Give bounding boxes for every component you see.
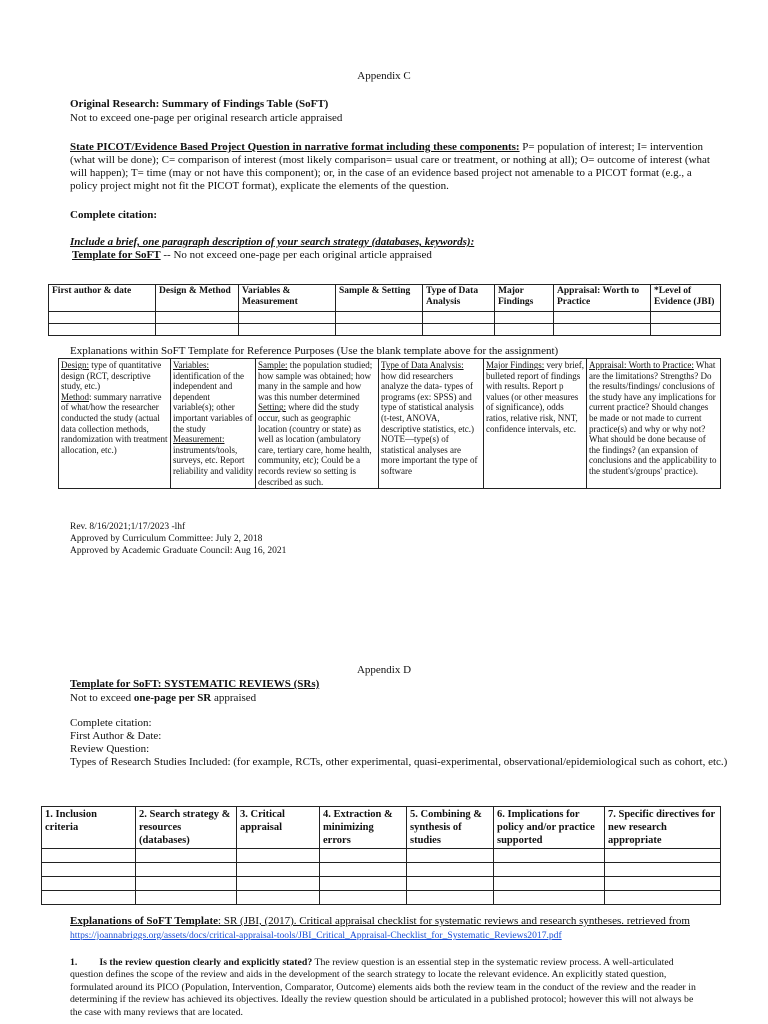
sr-subtitle-post: appraised (211, 692, 257, 704)
table-row (42, 863, 721, 877)
table-cell[interactable] (156, 312, 239, 324)
table-cell[interactable] (320, 891, 407, 905)
jbi-checklist-link-row (70, 930, 562, 942)
table-cell[interactable] (423, 312, 495, 324)
explanations-table (58, 358, 721, 489)
template-line (72, 249, 432, 262)
soft-header-row (49, 285, 721, 312)
picot-text: P= population of interest; I= intervention (what will be done); C= comparison of interest (most likely comparison= usual care or treatment, or nothing at all); O= outcome of interest (what will happen); T= time (may or not have this component); or, in the case of an evidence based project not amenable to a PICOT format (e.g., a policy project might not fit the PICOT format), explicate the elements of the question. (70, 141, 710, 192)
table-cell[interactable] (605, 891, 721, 905)
sr-header-cell: 4. Extraction & minimizing errors (320, 807, 407, 849)
table-cell[interactable] (136, 863, 237, 877)
table-row (42, 849, 721, 863)
explanation-variables (171, 359, 256, 489)
citation-label: Complete citation: (70, 209, 158, 221)
table-cell[interactable] (136, 849, 237, 863)
explanation-sample-setting (256, 359, 379, 489)
sr-header-cell: 5. Combining & synthesis of studies (407, 807, 494, 849)
explanation-findings (484, 359, 587, 489)
table-cell[interactable] (495, 324, 554, 336)
table-cell[interactable] (42, 891, 136, 905)
table-cell[interactable] (136, 891, 237, 905)
sr-template-table (41, 806, 721, 905)
sr-header-cell: 7. Specific directives for new research appropriate (605, 807, 721, 849)
approval-curriculum: Approved by Curriculum Committee: July 2, 2018 (70, 534, 263, 544)
sr-header-row (42, 807, 721, 849)
sr-explanations-line (70, 915, 730, 928)
soft-subtitle: Not to exceed one-page per original research article appraised (70, 112, 343, 124)
table-row (49, 324, 721, 336)
soft-header-cell: *Level of Evidence (JBI) (651, 285, 721, 312)
soft-header-cell: First author & date (49, 285, 156, 312)
table-cell[interactable] (651, 324, 721, 336)
table-cell[interactable] (494, 849, 605, 863)
table-cell[interactable] (237, 877, 320, 891)
soft-header-cell: Major Findings (495, 285, 554, 312)
approval-council: Approved by Academic Graduate Council: Aug 16, 2021 (70, 546, 287, 556)
analysis-text: how did researchers analyze the data- types of programs (ex: SPSS) and type of statistical analysis (t-test, ANOVA, descriptive statistics, etc.) (381, 370, 474, 434)
table-row (49, 312, 721, 324)
measurement-label: Measurement: (173, 434, 225, 445)
table-cell[interactable] (42, 877, 136, 891)
table-cell[interactable] (320, 877, 407, 891)
table-cell[interactable] (156, 324, 239, 336)
table-cell[interactable] (49, 324, 156, 336)
table-cell[interactable] (49, 312, 156, 324)
appraisal-label: Appraisal: Worth to Practice: (589, 360, 694, 370)
revision-note: Rev. 8/16/2021;1/17/2023 -lhf (70, 522, 186, 532)
sr-header-cell: 1. Inclusion criteria (42, 807, 136, 849)
soft-template-table (48, 284, 721, 336)
variables-label: Variables: (173, 360, 209, 370)
table-cell[interactable] (407, 877, 494, 891)
explanation-appraisal (587, 359, 721, 489)
table-cell[interactable] (407, 891, 494, 905)
table-cell[interactable] (336, 312, 423, 324)
sr-subtitle (70, 692, 256, 705)
table-cell[interactable] (495, 312, 554, 324)
table-cell[interactable] (494, 891, 605, 905)
sr-header-cell: 6. Implications for policy and/or practice supported (494, 807, 605, 849)
table-cell[interactable] (336, 324, 423, 336)
findings-text: very brief, bulleted report of findings with results. Report p values (or other measures of significance), odds ratios, relative risk, NNT, confidence intervals, etc. (486, 360, 584, 434)
table-cell[interactable] (605, 863, 721, 877)
findings-label: Major Findings: (486, 360, 545, 370)
measurement-text: instruments/tools, surveys, etc. Report reliability and validity (173, 444, 253, 476)
table-cell[interactable] (554, 324, 651, 336)
table-cell[interactable] (42, 863, 136, 877)
sr-study-types: Types of Research Studies Included: (for example, RCTs, other experimental, quasi-experimental, observational/epidemiological such as cohort, etc.) (70, 756, 728, 768)
template-label: Template for SoFT (72, 249, 161, 261)
question-1-text: The review question is an essential step in the systematic review process. A well-articulated question defines the scope of the review and aids in the development of the search strategy to locate the relevant evidence. An explicitly stated question, formulated around its PICO (Population, Intervention, Comparator, Outcome) elements aids both the review team in the conduct of the review and the reader in determining if the review has achieved its objectives. Ideally the review question should be articulated in a published protocol; however this will not always be the case with many reviews that are located. (70, 957, 696, 1018)
table-cell[interactable] (42, 849, 136, 863)
sr-title: Template for SoFT: SYSTEMATIC REVIEWS (SRs) (70, 678, 320, 690)
explanation-design-method (59, 359, 171, 489)
table-cell[interactable] (407, 849, 494, 863)
sr-header-cell: 2. Search strategy & resources (databases) (136, 807, 237, 849)
analysis-note: NOTE—type(s) of statistical analyses are more important the type of software (381, 434, 478, 476)
table-cell[interactable] (494, 877, 605, 891)
soft-header-cell: Variables & Measurement (239, 285, 336, 312)
sample-label: Sample: (258, 360, 288, 370)
analysis-label: Type of Data Analysis: (381, 360, 464, 370)
question-1-paragraph (70, 957, 700, 1019)
soft-header-cell: Design & Method (156, 285, 239, 312)
table-cell[interactable] (320, 863, 407, 877)
soft-title: Original Research: Summary of Findings Table (SoFT) (70, 98, 329, 110)
table-cell[interactable] (605, 849, 721, 863)
template-note: -- No not exceed one-page per each original article appraised (160, 249, 432, 261)
table-cell[interactable] (651, 312, 721, 324)
explanations-title: Explanations within SoFT Template for Reference Purposes (Use the blank template above for the assignment) (70, 345, 559, 357)
table-cell[interactable] (605, 877, 721, 891)
sr-subtitle-pre: Not to exceed (70, 692, 134, 704)
picot-paragraph (70, 141, 720, 193)
search-strategy-label: Include a brief, one paragraph description of your search strategy (databases, keywords): (70, 236, 475, 248)
question-1-title: Is the review question clearly and explicitly stated? (99, 957, 313, 968)
explanations-row (59, 359, 721, 489)
explanation-data-analysis (379, 359, 484, 489)
soft-header-cell: Sample & Setting (336, 285, 423, 312)
sample-text: the population studied; how sample was obtained; how many in the sample and how was this number determined (258, 360, 373, 402)
table-cell[interactable] (554, 312, 651, 324)
setting-label: Setting: (258, 402, 287, 413)
jbi-checklist-link[interactable]: https://joannabriggs.org/assets/docs/critical-appraisal-tools/JBI_Critical_Appraisal-Checklist_for_Systematic_Reviews2017.pdf (70, 930, 562, 941)
sr-explanations-ref: : SR (JBI, (2017). Critical appraisal checklist for systematic reviews and research syntheses. retrieved from (218, 915, 690, 927)
appendix-d-heading: Appendix D (356, 664, 412, 676)
soft-header-cell: Appraisal: Worth to Practice (554, 285, 651, 312)
appendix-c-heading: Appendix C (357, 70, 411, 82)
table-row (42, 891, 721, 905)
picot-label: State PICOT/Evidence Based Project Question in narrative format including these components: (70, 141, 520, 153)
table-cell[interactable] (239, 312, 336, 324)
table-cell[interactable] (237, 891, 320, 905)
setting-text: where did the study occur, such as geographic location (country or state) as well as location (ambulatory care, tertiary care, home health, community, etc); Could be a records review so setting is described as such. (258, 402, 372, 487)
table-cell[interactable] (494, 863, 605, 877)
table-cell[interactable] (239, 324, 336, 336)
method-text: : summary narrative of what/how the researcher conducted the study (actual data collection methods, randomization with treatment allocation, etc.) (61, 391, 168, 455)
appraisal-text: What are the limitations? Strengths? Do the results/findings/ conclusions of the study have any implications for current practice? Should changes be made or not made to current practice(s) and why or why not? What should be done because of the findings? (an expansion of conclusions and the applicability to the student's/groups' practice). (589, 360, 717, 476)
table-cell[interactable] (320, 849, 407, 863)
sr-citation-field: Complete citation: (70, 717, 152, 729)
design-label: Design: (61, 360, 89, 370)
table-cell[interactable] (407, 863, 494, 877)
sr-subtitle-bold: one-page per SR (133, 692, 212, 704)
question-1-number: 1. (70, 957, 78, 968)
soft-header-cell: Type of Data Analysis (423, 285, 495, 312)
sr-header-cell: 3. Critical appraisal (237, 807, 320, 849)
method-label: Method (61, 391, 89, 402)
sr-review-question-field: Review Question: (70, 743, 150, 755)
table-row (42, 877, 721, 891)
design-text: type of quantitative design (RCT, descriptive study, etc.) (61, 360, 162, 392)
table-cell[interactable] (423, 324, 495, 336)
table-cell[interactable] (136, 877, 237, 891)
table-cell[interactable] (237, 849, 320, 863)
table-cell[interactable] (237, 863, 320, 877)
variables-text: identification of the independent and dependent variable(s); other important variables of the study (173, 370, 253, 434)
sr-first-author-field: First Author & Date: (70, 730, 162, 742)
sr-explanations-label: Explanations of SoFT Template (70, 915, 219, 927)
